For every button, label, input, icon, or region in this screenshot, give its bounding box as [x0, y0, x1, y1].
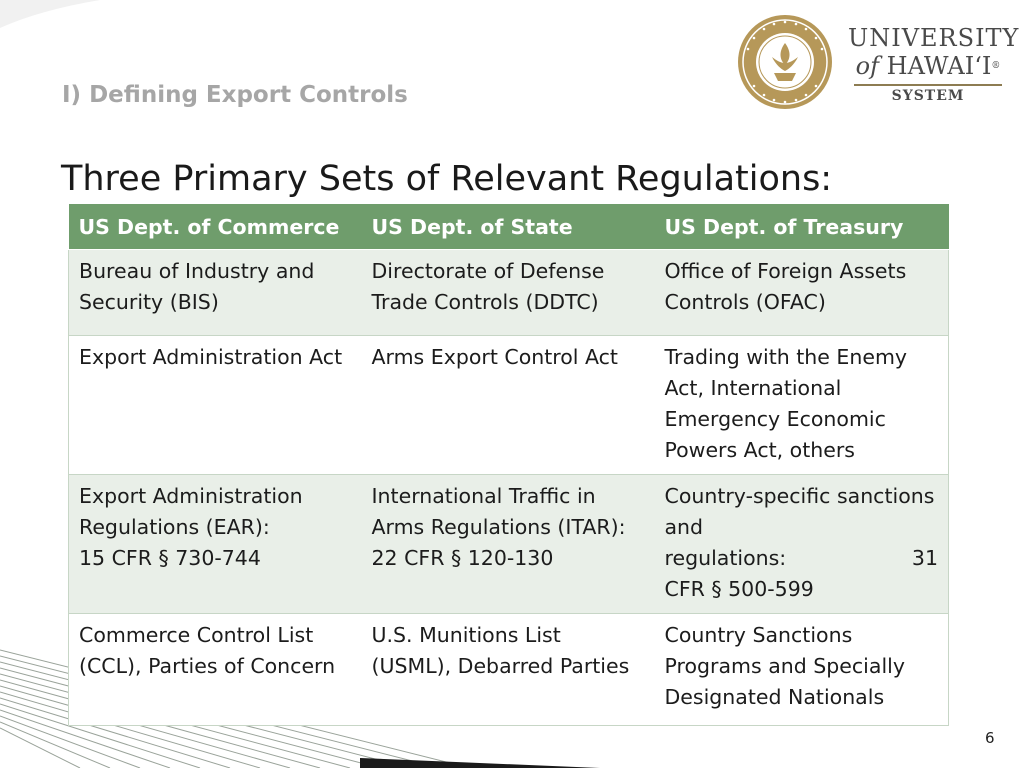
wordmark-system: SYSTEM [891, 88, 965, 104]
cell-treasury: Trading with the Enemy Act, International Emergency Economic Powers Act, others [655, 336, 949, 475]
cell-state: Directorate of Defense Trade Controls (DDTC) [362, 250, 655, 336]
cell-line: CFR § 500-599 [664, 577, 814, 601]
regulations-table [68, 204, 949, 726]
cell-line: International Traffic in Arms Regulations (ITAR): [371, 484, 626, 539]
slide-title: Three Primary Sets of Relevant Regulations: [61, 159, 833, 199]
cell-state: U.S. Munitions List (USML), Debarred Parties [362, 614, 655, 726]
university-wordmark [848, 24, 1020, 104]
cell-commerce [69, 475, 362, 614]
cell-treasury: Office of Foreign Assets Controls (OFAC) [655, 250, 949, 336]
table-row [69, 475, 949, 614]
cell-commerce: Commerce Control List (CCL), Parties of Concern [69, 614, 362, 726]
header-treasury: US Dept. of Treasury [655, 204, 949, 250]
cell-line: 22 CFR § 120-130 [371, 546, 554, 570]
cell-line: Country-specific sanctions and [664, 484, 935, 539]
university-logo [736, 12, 1020, 112]
wordmark-university: UNIVERSITY [848, 24, 1020, 52]
table-header-row [69, 204, 949, 250]
cell-state [362, 475, 655, 614]
wordmark-hawaii: of HAWAI‘I® [855, 52, 1001, 80]
cell-line: regulations: 31 [664, 546, 938, 570]
table-row [69, 250, 949, 336]
wordmark-divider [854, 84, 1002, 86]
header-commerce: US Dept. of Commerce [69, 204, 362, 250]
table-row [69, 614, 949, 726]
page-number: 6 [985, 729, 995, 747]
cell-commerce: Export Administration Act [69, 336, 362, 475]
cell-treasury: Country Sanctions Programs and Specially Designated Nationals [655, 614, 949, 726]
header-state: US Dept. of State [362, 204, 655, 250]
cell-line: Export Administration Regulations (EAR): [79, 484, 303, 539]
table-row [69, 336, 949, 475]
cell-commerce: Bureau of Industry and Security (BIS) [69, 250, 362, 336]
cell-state: Arms Export Control Act [362, 336, 655, 475]
cell-treasury [655, 475, 949, 614]
university-seal-icon [736, 13, 834, 111]
cell-line: 15 CFR § 730-744 [79, 546, 261, 570]
section-label: I) Defining Export Controls [62, 82, 408, 108]
